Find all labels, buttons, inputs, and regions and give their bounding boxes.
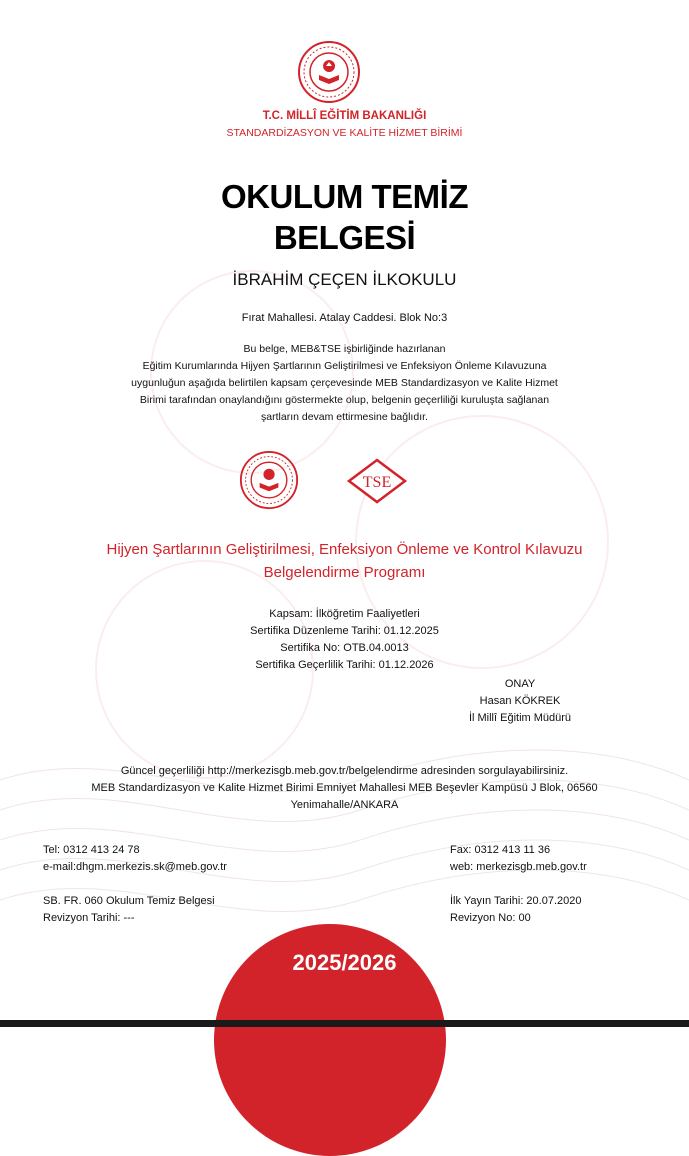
approval-block <box>450 676 590 727</box>
form-code: SB. FR. 060 Okulum Temiz Belgesi <box>43 895 215 907</box>
detail-scope: Kapsam: İlköğretim Faaliyetleri <box>269 608 420 620</box>
form-info-left <box>43 893 215 927</box>
approver-title: İl Millî Eğitim Müdürü <box>468 712 572 724</box>
revision-number: Revizyon No: 00 <box>450 912 531 924</box>
detail-certificate-no: Sertifika No: OTB.04.0013 <box>280 642 409 654</box>
first-publish-date: İlk Yayın Tarihi: 20.07.2020 <box>450 895 582 907</box>
program-title-line2: Belgelendirme Programı <box>263 564 426 581</box>
approval-label: ONAY <box>504 678 536 690</box>
statement-line: uygunluğun aşağıda belirtilen kapsam çerçevesinde MEB Standardizasyon ve Kalite Hizmet <box>131 377 558 389</box>
phone-number: Tel: 0312 413 24 78 <box>43 844 140 856</box>
approver-name: Hasan KÖKREK <box>479 695 561 707</box>
statement-line: Birimi tarafından onaylandığını göstermekte olup, belgenin geçerliliği kuruluşta sağlanan <box>139 394 550 406</box>
meb-seal-icon <box>239 450 299 510</box>
tse-logo-text: TSE <box>362 474 392 491</box>
ministry-name: T.C. MİLLÎ EĞİTİM BAKANLIĞI <box>262 110 427 122</box>
email-address: e-mail:dhgm.merkezis.sk@meb.gov.tr <box>43 861 227 873</box>
statement-line: şartların devam ettirmesine bağlıdır. <box>261 411 428 423</box>
tse-logo-icon <box>346 458 408 504</box>
fax-number: Fax: 0312 413 11 36 <box>450 844 551 856</box>
contact-right <box>450 842 587 876</box>
school-address: Fırat Mahallesi. Atalay Caddesi. Blok No:3 <box>241 312 448 324</box>
detail-issue-date: Sertifika Düzenleme Tarihi: 01.12.2025 <box>250 625 439 637</box>
revision-date: Revizyon Tarihi: --- <box>43 912 135 924</box>
verification-line: Güncel geçerliliği http://merkezisgb.meb.gov.tr/belgelendirme adresinden sorgulayabilirsiniz. <box>120 765 569 777</box>
academic-year: 2025/2026 <box>292 950 397 975</box>
form-info-right <box>450 893 581 927</box>
verification-line: MEB Standardizasyon ve Kalite Hizmet Birimi Emniyet Mahallesi MEB Beşevler Kampüsü J Blok, 06560 <box>91 782 598 794</box>
certificate-title-line1: OKULUM TEMİZ <box>221 178 468 215</box>
website: web: merkezisgb.meb.gov.tr <box>450 861 587 873</box>
certificate-details <box>0 606 689 674</box>
verification-line: Yenimahalle/ANKARA <box>290 799 399 811</box>
school-name: İBRAHİM ÇEÇEN İLKOKULU <box>232 270 457 289</box>
detail-validity-date: Sertifika Geçerlilik Tarihi: 01.12.2026 <box>255 659 434 671</box>
verification-info <box>0 763 689 814</box>
statement-line: Bu belge, MEB&TSE işbirliğinde hazırlanan <box>243 343 446 355</box>
program-title-line1: Hijyen Şartlarının Geliştirilmesi, Enfeksiyon Önleme ve Kontrol Kılavuzu <box>106 541 583 558</box>
certificate-title-line2: BELGESİ <box>273 219 416 256</box>
statement-line: Eğitim Kurumlarında Hijyen Şartlarının Geliştirilmesi ve Enfeksiyon Önleme Kılavuzuna <box>142 360 547 372</box>
certificate-statement <box>0 341 689 426</box>
contact-left <box>43 842 227 876</box>
meb-emblem-icon <box>297 40 361 104</box>
unit-name: STANDARDİZASYON VE KALİTE HİZMET BİRİMİ <box>226 127 463 139</box>
bottom-edge <box>0 1020 689 1027</box>
